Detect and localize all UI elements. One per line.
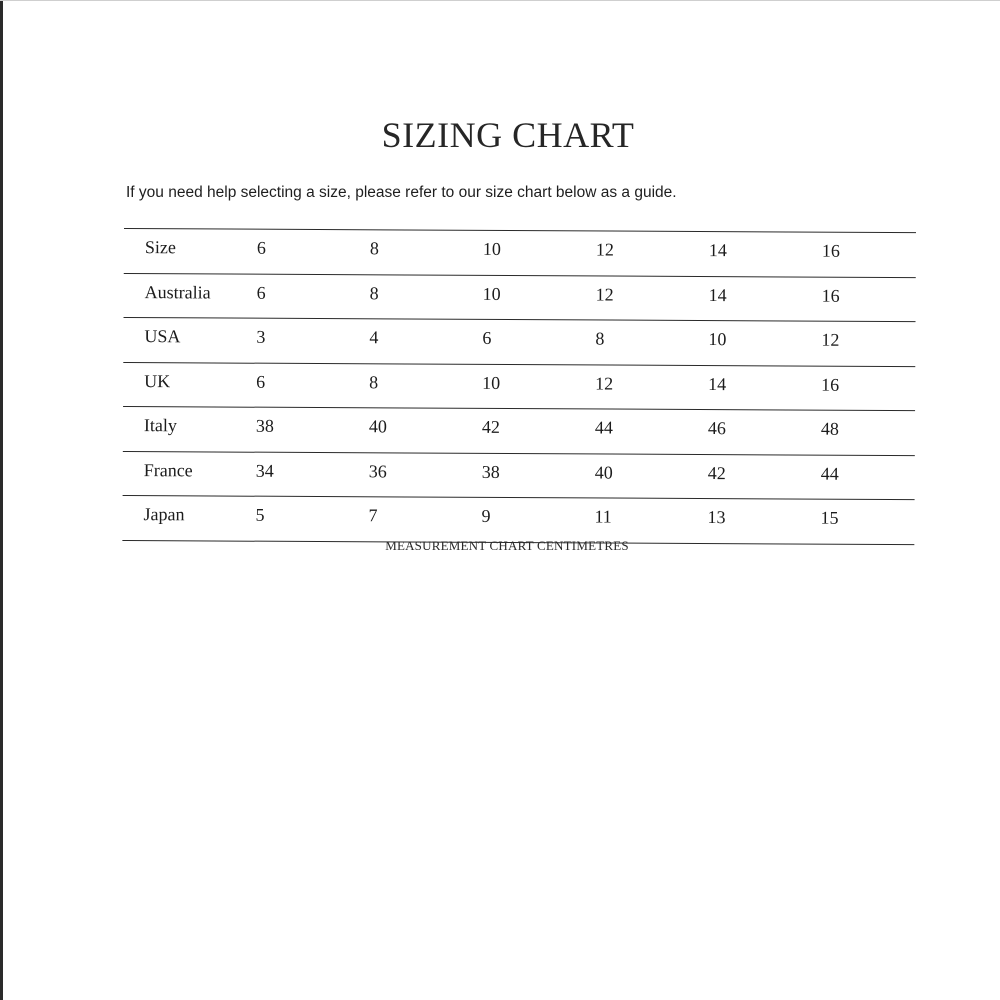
table-cell: 14 bbox=[708, 240, 727, 261]
table-cell: 13 bbox=[707, 507, 726, 528]
table-cell: 11 bbox=[594, 506, 612, 527]
table-cell: 12 bbox=[595, 372, 614, 394]
table-cell: 6 bbox=[256, 371, 266, 392]
table-cell: 42 bbox=[707, 462, 726, 483]
row-label: Size bbox=[144, 237, 176, 258]
table-cell: 14 bbox=[708, 284, 727, 305]
table-cell: 6 bbox=[256, 237, 266, 258]
row-label: Australia bbox=[144, 281, 211, 302]
table-cell: 10 bbox=[482, 283, 501, 304]
table-row bbox=[123, 450, 915, 499]
table-cell: 10 bbox=[482, 238, 501, 259]
table-row bbox=[123, 361, 915, 410]
page-title: SIZING CHART bbox=[381, 115, 635, 155]
table-cell: 44 bbox=[820, 463, 839, 484]
table-cell: 16 bbox=[821, 240, 840, 261]
row-label: USA bbox=[144, 326, 181, 347]
row-label: France bbox=[143, 459, 193, 480]
table-cell: 7 bbox=[368, 505, 378, 526]
table-cell: 8 bbox=[369, 238, 379, 259]
table-cell: 10 bbox=[482, 372, 501, 393]
table-cell: 12 bbox=[595, 283, 614, 305]
size-conversion-table bbox=[122, 228, 916, 545]
table-row bbox=[123, 317, 915, 366]
row-label: UK bbox=[144, 370, 171, 391]
table-cell: 16 bbox=[821, 285, 840, 306]
table-row bbox=[124, 228, 916, 277]
scan-border-top bbox=[0, 0, 1000, 1]
measurement-chart-caption: MEASUREMENT CHART CENTIMETRES bbox=[385, 538, 629, 553]
table-cell: 15 bbox=[820, 507, 839, 528]
table-row bbox=[124, 272, 916, 321]
table-cell: 8 bbox=[369, 282, 379, 303]
table-row bbox=[123, 406, 915, 455]
table-cell: 36 bbox=[368, 460, 387, 481]
table-cell: 6 bbox=[256, 282, 266, 303]
table-cell: 6 bbox=[482, 327, 492, 348]
table-cell: 8 bbox=[369, 371, 379, 392]
table-cell: 44 bbox=[594, 417, 614, 438]
table-cell: 9 bbox=[481, 505, 491, 526]
table-cell: 4 bbox=[369, 327, 379, 348]
table-cell: 12 bbox=[595, 239, 614, 260]
table-cell: 10 bbox=[708, 329, 727, 350]
intro-text: If you need help selecting a size, please refer to our size chart below as a guide. bbox=[126, 184, 677, 201]
table-cell: 40 bbox=[594, 461, 613, 483]
table-cell: 8 bbox=[595, 328, 605, 349]
table-cell: 48 bbox=[820, 418, 840, 439]
table-cell: 12 bbox=[821, 329, 840, 350]
table-cell: 40 bbox=[368, 416, 388, 437]
table-cell: 46 bbox=[707, 418, 727, 439]
row-label: Japan bbox=[143, 504, 185, 525]
table-cell: 16 bbox=[821, 374, 840, 395]
table-cell: 38 bbox=[255, 415, 275, 436]
table-cell: 5 bbox=[255, 504, 265, 525]
table-cell: 3 bbox=[256, 326, 266, 347]
table-cell: 42 bbox=[481, 416, 501, 437]
row-label: Italy bbox=[143, 415, 178, 436]
table-cell: 34 bbox=[255, 460, 274, 481]
table-cell: 14 bbox=[708, 373, 727, 394]
table-cell: 38 bbox=[481, 461, 500, 482]
